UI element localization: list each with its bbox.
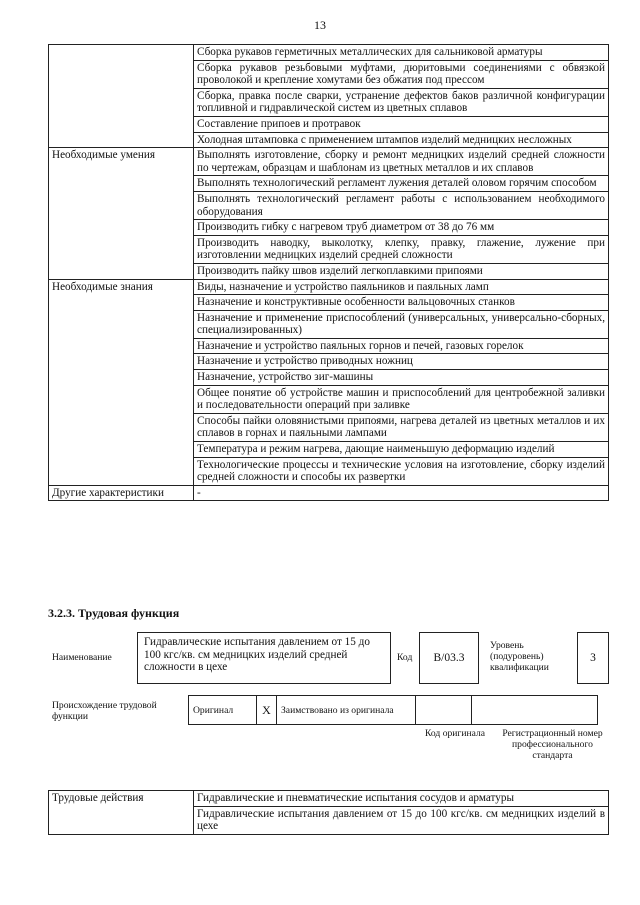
table-cell: Сборка рукавов резьбовыми муфтами, дюритовыми соединениями с обвязкой проволокой и крепление хомутами без обжатия под прессом bbox=[194, 60, 609, 88]
table-cell: Выполнять технологический регламент лужения деталей оловом горячим способом bbox=[194, 176, 609, 192]
table-row bbox=[49, 791, 609, 807]
page-number: 13 bbox=[314, 18, 326, 32]
reg-number-cell bbox=[472, 696, 598, 725]
labor-actions-label: Трудовые действия bbox=[49, 791, 194, 835]
section-title: 3.2.3. Трудовая функция bbox=[48, 606, 180, 620]
borrowed-label: Заимствовано из оригинала bbox=[277, 696, 416, 725]
original-label: Оригинал bbox=[189, 696, 257, 725]
original-mark: X bbox=[257, 696, 277, 725]
other-characteristics-label: Другие характеристики bbox=[49, 485, 194, 501]
table-cell: Выполнять технологический регламент работы с использованием необходимого оборудования bbox=[194, 191, 609, 219]
code-label: Код bbox=[397, 652, 413, 663]
table-cell: Назначение и устройство паяльных горнов и печей, газовых горелок bbox=[194, 338, 609, 354]
reg-number-label: Регистрационный номер профессионального стандарта bbox=[502, 728, 603, 761]
table-cell: Производить наводку, выколотку, клепку, правку, глажение, лужение при изготовлении медницких изделий средней сложности bbox=[194, 235, 609, 263]
table-cell: Составление припоев и протравок bbox=[194, 116, 609, 132]
function-name-box: Гидравлические испытания давлением от 15 до 100 кгс/кв. см медницких изделий средней сложности в цехе bbox=[137, 632, 391, 684]
labor-actions-table bbox=[48, 790, 609, 835]
table-row bbox=[49, 279, 609, 295]
table-cell: Производить гибку с нагревом труб диаметром от 38 до 76 мм bbox=[194, 220, 609, 236]
table-cell: Общее понятие об устройстве машин и приспособлений для центробежной заливки и последовательности операций при заливке bbox=[194, 385, 609, 413]
table-cell: Виды, назначение и устройство паяльников и паяльных ламп bbox=[194, 279, 609, 295]
table-cell: Гидравлические испытания давлением от 15 до 100 кгс/кв. см медницких изделий в цехе bbox=[194, 806, 609, 834]
skills-label: Необходимые умения bbox=[49, 148, 194, 279]
other-characteristics-value: - bbox=[194, 485, 609, 501]
table-cell: Технологические процессы и технические условия на изготовление, сборку изделий средней сложности и способы их развертки bbox=[194, 457, 609, 485]
knowledge-label: Необходимые знания bbox=[49, 279, 194, 485]
table-row bbox=[49, 148, 609, 176]
competencies-table bbox=[48, 44, 609, 501]
table-cell: Холодная штамповка с применением штампов изделий медницких несложных bbox=[194, 132, 609, 148]
table-cell: Способы пайки оловянистыми припоями, нагрева деталей из цветных металлов и их сплавов в горнах и паяльными лампами bbox=[194, 413, 609, 441]
origin-table bbox=[188, 695, 598, 725]
labor-actions-continued-label bbox=[49, 45, 194, 148]
table-cell: Выполнять изготовление, сборку и ремонт медницких изделий средней сложности по чертежам, образцам и шаблонам из цветных металлов и их сплавов bbox=[194, 148, 609, 176]
table-cell: Гидравлические и пневматические испытания сосудов и арматуры bbox=[194, 791, 609, 807]
table-cell: Назначение, устройство зиг-машины bbox=[194, 370, 609, 386]
table-row bbox=[49, 45, 609, 61]
table-cell: Сборка, правка после сварки, устранение дефектов баков различной конфигурации топливной и гидравлической систем из цветных сплавов bbox=[194, 88, 609, 116]
table-cell: Температура и режим нагрева, дающие наименьшую деформацию изделий bbox=[194, 442, 609, 458]
level-value-box: 3 bbox=[577, 632, 609, 684]
table-row bbox=[189, 696, 598, 725]
table-cell: Назначение и применение приспособлений (универсальных, универсально-сборных, специализированных) bbox=[194, 310, 609, 338]
table-cell: Назначение и устройство приводных ножниц bbox=[194, 354, 609, 370]
original-code-label: Код оригинала bbox=[424, 728, 486, 739]
code-value-box: В/03.3 bbox=[419, 632, 479, 684]
level-label: Уровень (подуровень) квалификации bbox=[490, 640, 549, 673]
origin-label: Происхождение трудовой функции bbox=[52, 700, 157, 722]
name-label: Наименование bbox=[52, 652, 112, 663]
table-cell: Производить пайку швов изделий легкоплавкими припоями bbox=[194, 263, 609, 279]
table-cell: Назначение и конструктивные особенности вальцовочных станков bbox=[194, 295, 609, 311]
table-row bbox=[49, 485, 609, 501]
table-cell: Сборка рукавов герметичных металлических для сальниковой арматуры bbox=[194, 45, 609, 61]
original-code-cell bbox=[416, 696, 472, 725]
